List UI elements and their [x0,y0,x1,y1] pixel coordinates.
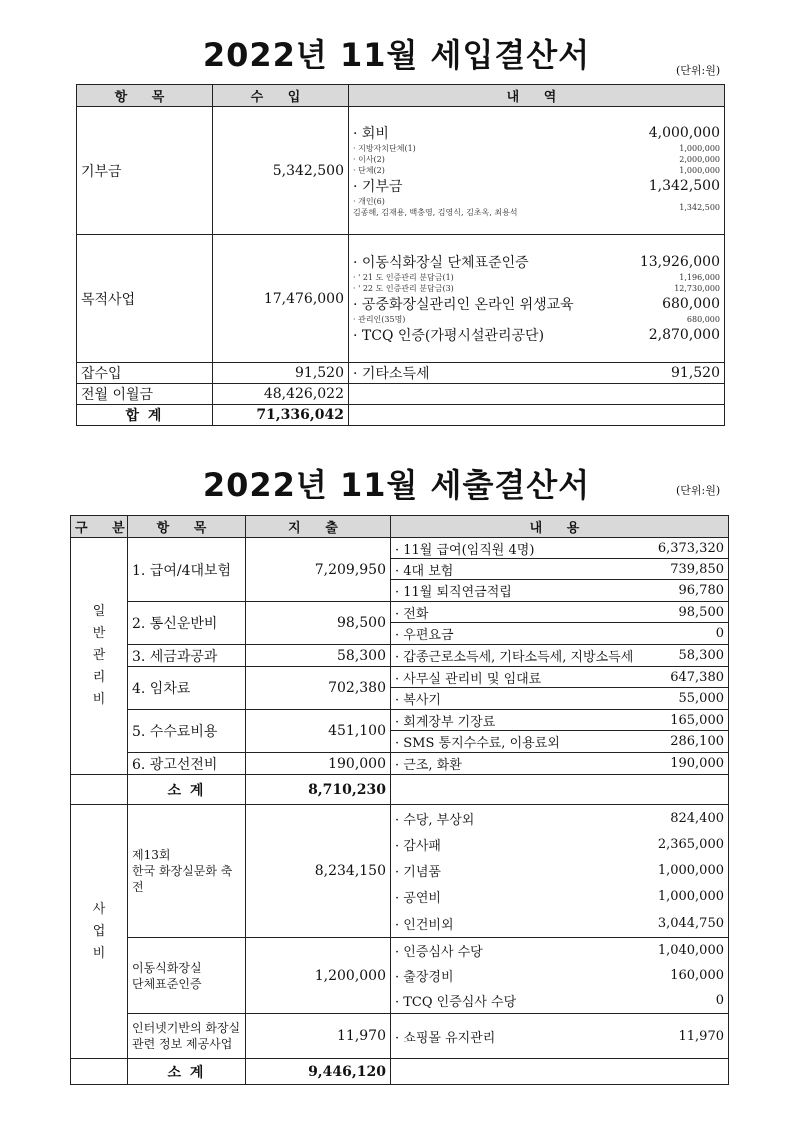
income-table [76,84,725,426]
expense-header-amount: 지 출 [246,516,391,538]
individual-names: 김종해, 김재용, 백충영, 김영식, 김초옥, 최용석 [353,208,518,217]
expense-header-item: 항 목 [128,516,246,538]
membership-sub-label: · 단체(2) [353,166,385,175]
detail-label: · 전화 [395,606,429,622]
table-row [71,1014,729,1059]
expense-header-category: 구 분 [71,516,128,538]
general-item: 3. 세금과공과 [128,645,246,667]
table-row [71,645,729,667]
detail-label: · 갑종근로소득세, 기타소득세, 지방소득세 [395,650,634,665]
expense-header-detail: 내 용 [391,516,729,538]
business-item: 인터넷기반의 화장실 관련 정보 제공사업 [128,1014,246,1059]
membership-sub-amount: 1,000,000 [679,166,720,175]
misc-detail-amount: 91,520 [671,365,720,381]
table-row [71,805,729,938]
membership-sub-label: · 지방자치단체(1) [353,144,416,153]
business-item: 제13회 한국 화장실문화 축전 [128,805,246,938]
detail-amount: 98,500 [678,604,724,620]
edu-sub-label: · 관리인(35명) [353,315,406,324]
detail-amount: 1,000,000 [657,888,724,904]
detail-amount: 2,365,000 [657,836,724,852]
detail-label: · SMS 통지수수료, 이용료외 [395,736,560,751]
detail-amount: 286,100 [670,734,724,749]
business-subtotal-label: 소 계 [128,1059,246,1085]
table-row [71,667,729,710]
table-row [71,753,729,775]
business-amount: 1,200,000 [246,938,391,1014]
table-row [71,538,729,602]
table-row [77,405,725,426]
detail-label: · 4대 보험 [395,563,454,579]
income-total-amount: 71,336,042 [213,405,349,426]
business-category-label: 사 업 비 [71,805,128,1059]
individual-label: · 개인(6) [353,197,385,206]
detail-label: · 기념품 [395,864,441,880]
table-row [77,235,725,363]
detail-amount: 160,000 [670,968,724,983]
membership-sub-amount: 1,000,000 [679,144,720,153]
table-row [71,602,729,645]
donation-line-amount: 1,342,500 [648,178,720,194]
detail-label: · TCQ 인증심사 수당 [395,995,517,1010]
table-row [77,363,725,384]
individual-amount: 1,342,500 [679,202,720,212]
detail-amount: 647,380 [670,669,724,685]
detail-label: · 수당, 부상외 [395,812,475,828]
detail-label: · 사무실 관리비 및 임대료 [395,671,542,687]
detail-amount: 739,850 [670,561,724,577]
income-title: 2022년 11월 세입결산서 [202,36,591,74]
detail-label: · 인증심사 수당 [395,945,483,960]
project-amount: 17,476,000 [213,235,349,363]
expense-title: 2022년 11월 세출결산서 [202,466,591,504]
detail-label: · 출장경비 [395,970,454,985]
general-amount: 98,500 [246,602,391,645]
membership-sub-label: · 이사(2) [353,155,385,164]
general-amount: 451,100 [246,710,391,753]
detail-label: · 우편요금 [395,628,454,643]
detail-amount: 1,000,000 [657,862,724,878]
detail-label: · 11월 퇴직연금적립 [395,585,512,600]
table-row [71,775,729,805]
membership-amount: 4,000,000 [648,125,720,141]
donation-line-label: · 기부금 [353,179,403,195]
cert-sub-label: · ' 22 도 인증관리 분담금(3) [353,284,454,293]
edu-label: · 공중화장실관리인 온라인 위생교육 [353,297,574,313]
cert-sub-amount: 1,196,000 [679,273,720,282]
general-amount: 58,300 [246,645,391,667]
cert-amount: 13,926,000 [639,254,720,270]
misc-amount: 91,520 [213,363,349,384]
detail-label: · 11월 급여(임직원 4명) [395,542,535,558]
carryover-label: 전월 이월금 [77,384,213,405]
detail-amount: 58,300 [678,648,724,663]
general-amount: 190,000 [246,753,391,775]
income-header-item: 항 목 [77,85,213,107]
business-amount: 8,234,150 [246,805,391,938]
general-item: 6. 광고선전비 [128,753,246,775]
tcq-label: · TCQ 인증(가평시설관리공단) [353,328,545,344]
detail-amount: 6,373,320 [657,540,724,556]
detail-amount: 0 [715,626,724,641]
misc-label: 잡수입 [77,363,213,384]
income-header-detail: 내 역 [349,85,725,107]
detail-amount: 0 [715,993,724,1008]
business-amount: 11,970 [246,1014,391,1059]
detail-amount: 3,044,750 [657,915,724,931]
detail-label: · 공연비 [395,890,441,906]
detail-label: · 인건비외 [395,917,454,933]
general-amount: 702,380 [246,667,391,710]
general-item: 1. 급여/4대보험 [128,538,246,602]
business-item: 이동식화장실 단체표준인증 [128,938,246,1014]
cert-label: · 이동식화장실 단체표준인증 [353,255,529,271]
income-unit: (단위:원) [676,64,721,77]
business-subtotal-amount: 9,446,120 [246,1059,391,1085]
project-label: 목적사업 [77,235,213,363]
project-detail [349,235,725,363]
tcq-amount: 2,870,000 [648,327,720,343]
general-item: 5. 수수료비용 [128,710,246,753]
table-row [71,938,729,1014]
detail-label: · 근조, 화환 [395,758,462,773]
detail-amount: 1,040,000 [657,943,724,958]
membership-sub-amount: 2,000,000 [679,155,720,164]
detail-amount: 165,000 [670,712,724,728]
membership-label: · 회비 [353,126,389,142]
general-category-label: 일 반 관 리 비 [71,538,128,775]
expense-unit: (단위:원) [676,484,721,497]
donation-detail [349,107,725,235]
general-item: 4. 임차료 [128,667,246,710]
detail-label: · 복사기 [395,693,441,708]
detail-amount: 55,000 [678,691,724,706]
income-total-label: 합 계 [77,405,213,426]
table-row [77,107,725,235]
cert-sub-amount: 12,730,000 [674,284,720,293]
detail-amount: 96,780 [678,583,724,598]
detail-label: · 감사패 [395,838,441,854]
expense-table [70,515,729,1085]
edu-sub-amount: 680,000 [686,315,720,324]
carryover-amount: 48,426,022 [213,384,349,405]
cert-sub-label: · ' 21 도 인증관리 분담금(1) [353,273,454,282]
detail-label: · 회계장부 기장료 [395,714,496,730]
misc-detail: · 기타소득세 [353,366,430,382]
general-item: 2. 통신운반비 [128,602,246,645]
table-row [71,710,729,753]
general-subtotal-amount: 8,710,230 [246,775,391,805]
donation-label: 기부금 [77,107,213,235]
detail-label: · 쇼핑몰 유지관리 [395,1030,496,1046]
general-subtotal-label: 소 계 [128,775,246,805]
detail-amount: 11,970 [678,1028,724,1044]
edu-amount: 680,000 [662,296,720,312]
table-row [71,1059,729,1085]
detail-amount: 190,000 [670,756,724,771]
detail-amount: 824,400 [670,810,724,826]
table-row [77,384,725,405]
general-amount: 7,209,950 [246,538,391,602]
donation-amount: 5,342,500 [213,107,349,235]
income-header-amount: 수 입 [213,85,349,107]
